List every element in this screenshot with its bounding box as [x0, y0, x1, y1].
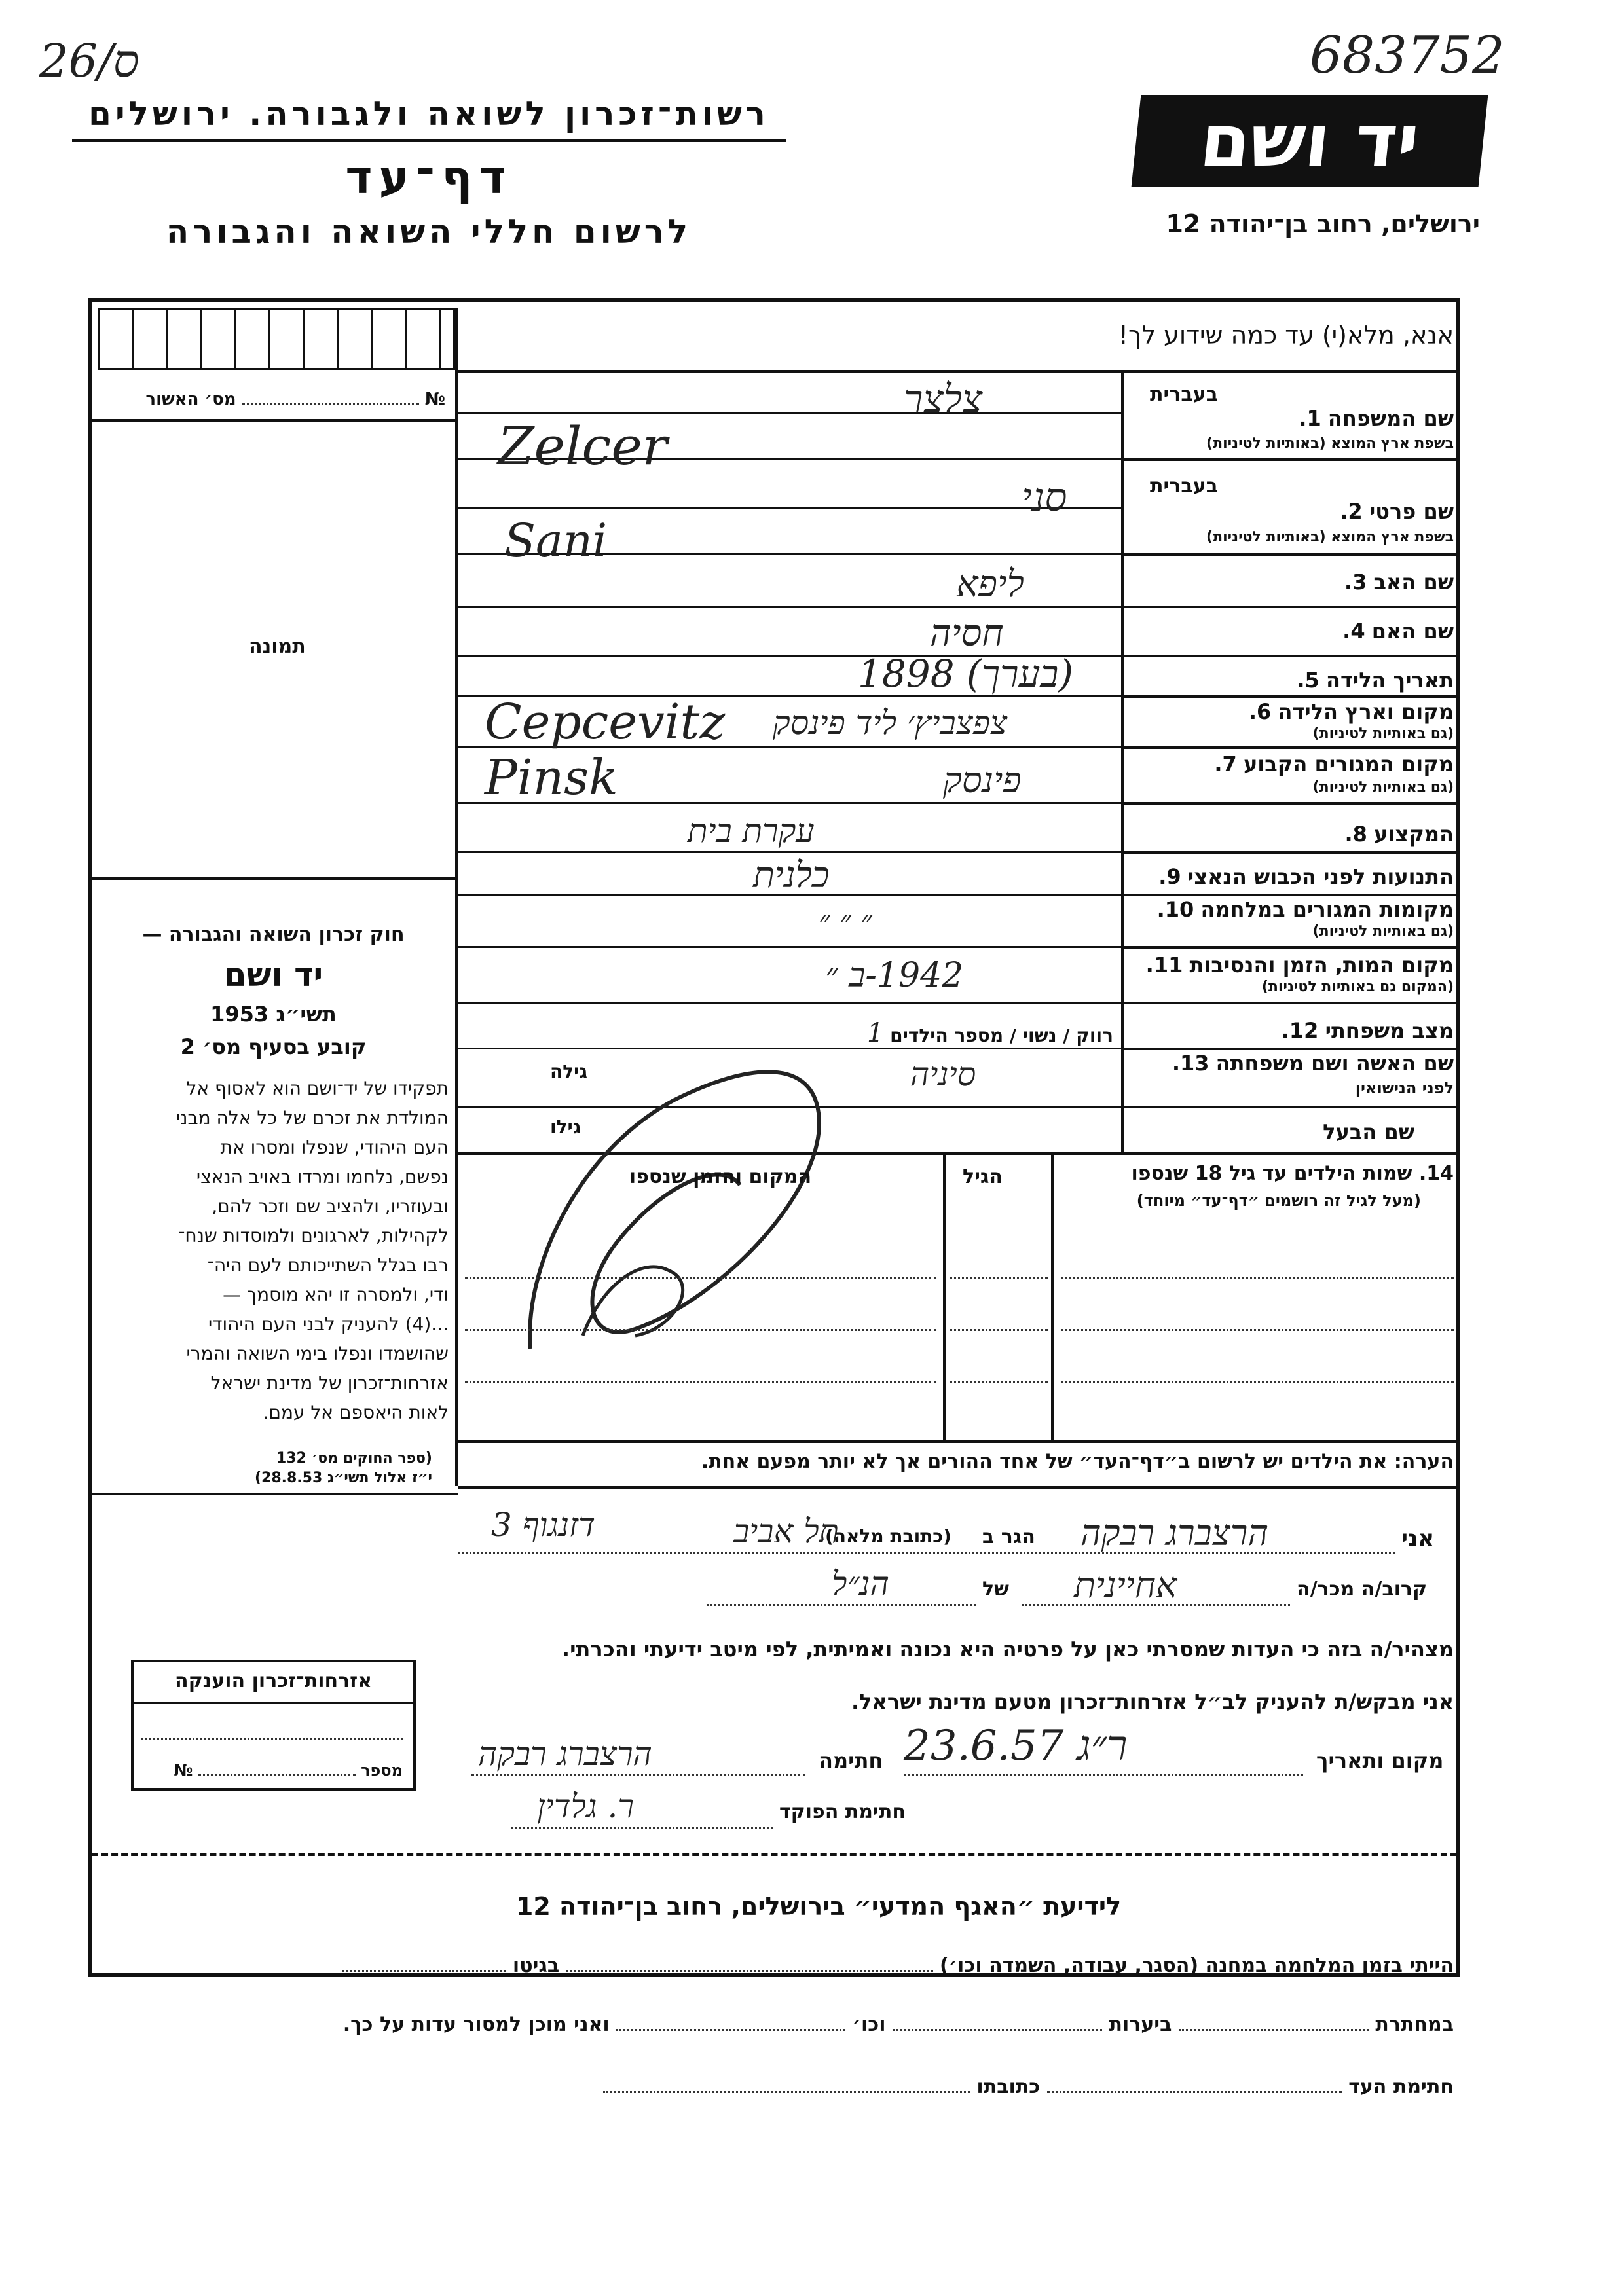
field-num: 7.: [1214, 752, 1237, 776]
declarant-street: דזנגוף 3: [491, 1506, 595, 1544]
row-line: [1121, 946, 1458, 949]
row-line: [1121, 553, 1458, 556]
wartime-places: ״ ״ ״: [819, 903, 872, 939]
birth-place-hebrew: צפצביץ׳ ליד פינסק: [773, 704, 1008, 742]
signature-value: הרצברג רבקה: [478, 1735, 652, 1773]
tear-line: [92, 1853, 1457, 1856]
law-name: יד ושם: [223, 956, 323, 994]
declarant-address: תל אביב: [733, 1512, 840, 1550]
law-text-line: רבו בגלל השתייכותם לעם היה־: [207, 1254, 449, 1276]
row-line: [1121, 802, 1458, 805]
signature-label: חתימה: [819, 1748, 883, 1773]
scribble-mark: [504, 1021, 871, 1362]
corner-note: 26/ס: [39, 34, 139, 88]
data-row-line: [458, 412, 1121, 414]
data-row-line: [458, 946, 1121, 948]
law-source: (ספר החוקים מס׳ 132: [276, 1450, 432, 1467]
law-text-line: לאות היאספם אל עמם.: [263, 1402, 449, 1423]
law-text-line: ודי, ולמסרה זו יהא מוסמך —: [223, 1284, 449, 1305]
field-9: [1130, 864, 1454, 889]
bottom-line1b-text: בגיטו: [512, 1954, 560, 1977]
field-12: [1130, 1018, 1454, 1043]
children-row: [1061, 1277, 1454, 1279]
law-text-line: תפקידו של יד־ושם הוא לאסוף אל: [186, 1078, 449, 1099]
children-note: (מעל לגיל זה רושמים ״דף־עד״ מיוחד): [1136, 1192, 1421, 1210]
residence-hebrew: פינסק: [943, 759, 1022, 801]
field-num: 3.: [1344, 570, 1367, 594]
law-box-bottom: [92, 1493, 458, 1495]
before-marriage: לפני הנישואין: [1355, 1079, 1454, 1097]
citizenship-line: [141, 1738, 403, 1740]
lang-hebrew-1: בעברית: [1150, 383, 1218, 406]
latin-also-10: (גם באותיות לטיניות): [1312, 923, 1454, 939]
place-date-line: [904, 1774, 1303, 1776]
intro-divider: [458, 370, 1457, 373]
declarant-address-label: (כתובת מלאה): [825, 1525, 951, 1547]
label-col-divider: [1121, 370, 1124, 1152]
law-text-line: לקהילות, לארגונים ולמוסדות שנח־: [178, 1225, 449, 1247]
field-label: שם האב: [1373, 570, 1454, 594]
native-latin-1: בשפת ארץ המוצא (באותיות לטיניות): [1206, 435, 1454, 452]
field-num: 11.: [1145, 953, 1183, 977]
approval-divider: [92, 419, 455, 422]
children-row: [465, 1329, 936, 1331]
field-11: [1130, 953, 1454, 977]
bottom-line-1: [98, 1954, 1454, 1977]
husband-label: שם הבעל: [1323, 1120, 1414, 1144]
field-7: [1130, 752, 1454, 776]
bottom-line3-b: כתובתו: [976, 2075, 1041, 2098]
row-line: [1121, 1048, 1458, 1050]
yad-vashem-logo: [1132, 95, 1488, 187]
marital-value: 1: [866, 1018, 884, 1048]
field-num: 6.: [1248, 699, 1272, 724]
spouse-name: סיניה: [910, 1055, 976, 1093]
field-10: [1130, 897, 1454, 922]
children-row: [465, 1277, 936, 1279]
law-year: תשי״ג 1953: [210, 1002, 337, 1027]
children-title: 14. שמות הילדים עד גיל 18 שנספו: [1131, 1162, 1454, 1185]
father-name: ליפא: [956, 563, 1024, 606]
birth-date: (בערך) 1898: [858, 651, 1074, 696]
field-label: שם פרטי: [1369, 499, 1454, 524]
law-text-line: ובעוזריו, ולהציב שם וזכר להם,: [212, 1195, 449, 1217]
bottom-line-2: [98, 2013, 1454, 2036]
field-label: שם האם: [1371, 619, 1454, 644]
law-text-line: אזרחות־זכרון של מדינת ישראל: [210, 1372, 449, 1394]
field-num: 10.: [1156, 897, 1194, 922]
children-row: [1061, 1381, 1454, 1383]
bottom-line1-text: הייתי בזמן המלחמה במחנה (הסגר, עבודה, השמדה וכו׳): [940, 1954, 1454, 1977]
field-3: [1130, 570, 1454, 594]
field-5: [1130, 668, 1454, 693]
first-name-latin: Sani: [504, 514, 608, 568]
latin-also-7: (גם באותיות לטיניות): [1312, 779, 1454, 795]
org-line: רשות־זכרון לשואה ולגבורה. ירושלים: [88, 95, 769, 133]
of-line: [707, 1604, 976, 1606]
bottom-line2-a: במחתרת: [1375, 2013, 1454, 2036]
children-row: [1061, 1329, 1454, 1331]
field-num: 2.: [1340, 499, 1363, 524]
place-date-value: ר״ג 23.6.57: [904, 1722, 1128, 1770]
serial-number: 683752: [1310, 26, 1505, 85]
note-divider: [458, 1486, 1457, 1489]
field-num: 1.: [1299, 406, 1321, 431]
children-bottom: [458, 1440, 1457, 1443]
bottom-line-3: [98, 2075, 1454, 2098]
row-line: [1121, 746, 1458, 749]
surname-latin: Zelcer: [498, 416, 667, 477]
relation-label: קרוב/ה מכר/ה: [1297, 1578, 1428, 1601]
row-line: [1121, 851, 1458, 854]
approval-label: [118, 390, 445, 409]
field-num: 8.: [1344, 822, 1367, 847]
field-num: 4.: [1342, 619, 1365, 644]
citizenship-title: אזרחות־זכרון הוענקה: [174, 1669, 373, 1692]
field-label: מקום וארץ הלידה: [1278, 699, 1454, 724]
field-label: שם האשה ושם משפחתה: [1215, 1051, 1454, 1076]
field-label: תאריך הלידה: [1325, 668, 1454, 693]
org-underline: [72, 139, 786, 142]
left-col-divider: [455, 308, 458, 1486]
bottom-line2-d: ואני מוכן למסור עדות על כך.: [342, 2013, 610, 2036]
officer-label: חתימת הפוקד: [779, 1800, 906, 1823]
children-row: [950, 1381, 1048, 1383]
row-line: [1121, 458, 1458, 461]
approval-no: №: [424, 390, 445, 409]
place-date-label: מקום ותאריך: [1316, 1748, 1444, 1773]
bottom-line2-c: וכו׳: [852, 2013, 886, 2036]
latin-also-6: (גם באותיות לטיניות): [1312, 725, 1454, 742]
field-num: 12.: [1281, 1018, 1319, 1043]
of-value: הנ״ל: [832, 1565, 889, 1603]
first-name-hebrew: סני: [1022, 475, 1067, 520]
death-info: 1942-ב ״: [825, 956, 964, 995]
note-text: הערה: את הילדים יש לרשום ב״דף־העד״ של אחד ההורים אך לא יותר מפעם אחת.: [701, 1450, 1454, 1473]
field-label: המקצוע: [1374, 822, 1454, 847]
field-num: 5.: [1297, 668, 1320, 693]
children-row: [950, 1329, 1048, 1331]
lives-in: הגר ב: [982, 1525, 1035, 1548]
declarant-label: אני: [1401, 1525, 1435, 1552]
approval-label-text: מס׳ האשור: [145, 390, 236, 409]
bottom-line2-b: ביערות: [1109, 2013, 1172, 2036]
declarant-name: הרצברג רבקה: [1080, 1512, 1269, 1554]
field-1: [1130, 406, 1454, 431]
surname-hebrew: צלצר: [904, 376, 983, 422]
law-clause: קובע בסעיף מס׳ 2: [180, 1034, 367, 1059]
field-label: מצב משפחתי: [1325, 1018, 1454, 1043]
bottom-line3-a: חתימת העד: [1348, 2075, 1454, 2098]
profession: עקרת בית: [688, 812, 815, 850]
children-age-header: הגיל: [963, 1165, 1003, 1188]
residence-latin: Pinsk: [485, 750, 618, 806]
row-line: [1121, 894, 1458, 896]
children-col-1: [1051, 1152, 1054, 1440]
age-female: גילה: [550, 1061, 587, 1082]
children-row: [950, 1277, 1048, 1279]
field-num: 9.: [1158, 864, 1181, 889]
law-text-line: העם היהודי, שנפלו ומסרו את: [220, 1137, 449, 1158]
photo-label: תמונה: [249, 635, 306, 658]
row-line: [1121, 606, 1458, 608]
data-row-line: [458, 1002, 1121, 1004]
movements: כלנית: [753, 854, 830, 896]
children-row: [465, 1381, 936, 1383]
citizenship-number-label: מספר: [361, 1761, 403, 1779]
logo-text: יד ושם: [1196, 99, 1424, 183]
age-male: גילו: [550, 1116, 581, 1138]
row-line: [1121, 655, 1458, 657]
place-latin-note: (המקום גם באותיות לטיניות): [1261, 979, 1454, 995]
field-label: מקומות המגורים במלחמה: [1200, 897, 1454, 922]
officer-signature: ר. גלדין: [537, 1787, 634, 1825]
birth-place-latin: Cepcevitz: [485, 694, 726, 750]
field-num: 13.: [1172, 1051, 1209, 1076]
of-label: של: [982, 1578, 1009, 1601]
declaration-text: מצהיר/ה בזה כי העדות שמסרתי כאן על פרטיה היא נכונה ואמיתית, לפי מיטב ידיעתי והכרתי.: [561, 1637, 1454, 1662]
marital-options-text: רווק / נשוי / מספר הילדים: [890, 1025, 1113, 1046]
field-13: [1130, 1051, 1454, 1076]
law-text-line: נפשם, נלחמו ומרדו באויב הנאצי: [196, 1166, 449, 1188]
law-text-line: המולדת את זכרם של כל אלה מבני: [175, 1107, 449, 1129]
bottom-title: לידיעת ״האגף המדעי״ בירושלים, רחוב בן־יהודה 12: [515, 1892, 1122, 1921]
field-label: מקום המות, הזמן והנסיבות: [1189, 953, 1454, 977]
data-row-line: [458, 851, 1121, 853]
law-text-line: שהושמדו ונפלו בימי השואה והמרי: [186, 1343, 449, 1364]
native-latin-2: בשפת ארץ המוצא (באותיות לטיניות): [1206, 529, 1454, 545]
law-source-date: י״ז אלול תשי״ג 28.8.53): [254, 1470, 432, 1486]
field-6: [1130, 699, 1454, 724]
relation-value: אחיינית: [1074, 1565, 1177, 1606]
field-8: [1130, 822, 1454, 847]
field-label: מקום המגורים הקבוע: [1243, 752, 1454, 776]
form-subtitle: לרשום חללי השואה והגבורה: [166, 213, 692, 251]
officer-line: [511, 1827, 773, 1829]
relation-line: [1022, 1604, 1290, 1606]
form-title: דף־עד: [345, 151, 513, 204]
row-line: [1121, 695, 1458, 698]
header-address: ירושלים, רחוב בן־יהודה 12: [1166, 210, 1480, 238]
law-text-line: ...(4) להעניק לבני העם היהודי: [208, 1313, 449, 1335]
data-row-line: [458, 606, 1121, 608]
lang-hebrew-2: בעברית: [1150, 475, 1218, 498]
children-col-2: [943, 1152, 946, 1440]
field-label: התנועות לפני הכבוש הנאצי: [1187, 864, 1454, 889]
citizenship-number: [141, 1761, 403, 1779]
law-text: [98, 1074, 449, 1427]
field-2: [1130, 499, 1454, 524]
declarant-line: [458, 1552, 1395, 1554]
citizenship-divider: [131, 1702, 416, 1704]
field-4: [1130, 619, 1454, 644]
request-text: אני מבקש/ת להעניק לב״ל אזרחות־זכרון מטעם מדינת ישראל.: [851, 1689, 1454, 1714]
mother-name: חסיה: [930, 612, 1004, 655]
field-label: שם המשפחה: [1327, 406, 1454, 431]
citizenship-no: №: [174, 1761, 193, 1779]
photo-divider: [92, 877, 455, 880]
children-place-header: המקום והזמן שנספו: [629, 1165, 812, 1188]
law-title: חוק זכרון השואה והגבורה —: [142, 923, 405, 946]
signature-line: [471, 1774, 805, 1776]
row-line: [1121, 1002, 1458, 1004]
tick-strip: [98, 308, 455, 370]
intro-text: אנא, מלא(י) עד כמה שידוע לך!: [1118, 321, 1454, 350]
